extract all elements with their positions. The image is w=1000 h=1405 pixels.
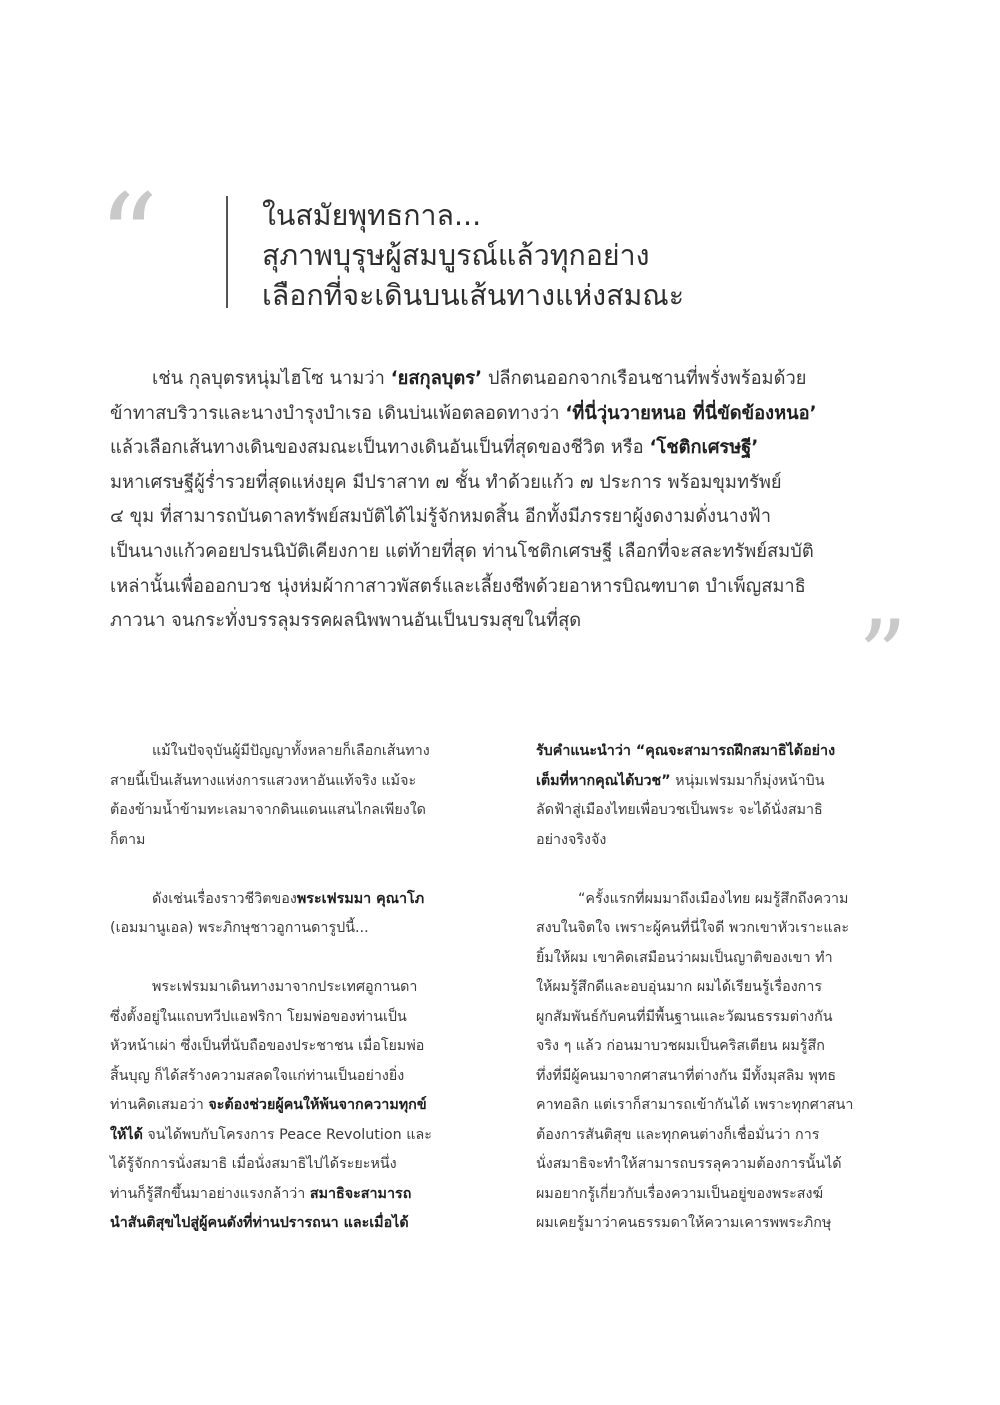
body-text: จนได้พบกับโครงการ Peace Revolution และ xyxy=(142,1126,432,1143)
intro-line: ภาวนา จนกระทั่งบรรลุมรรคผลนิพพานอันเป็นบรมสุขในที่สุด xyxy=(110,610,582,632)
body-line xyxy=(536,737,920,767)
quote-divider xyxy=(226,196,228,308)
bold-quote: เต็มที่หากคุณได้บวช” xyxy=(536,772,671,789)
body-line: “ครั้งแรกที่ผมมาถึงเมืองไทย ผมรู้สึกถึงความ xyxy=(578,890,849,907)
body-line xyxy=(110,1180,498,1210)
bold-phrase: สมาธิจะสามารถ xyxy=(309,1185,412,1202)
body-line: ก็ตาม xyxy=(110,831,146,848)
body-line: พระเฟรมมาเดินทางมาจากประเทศอูกานดา xyxy=(152,979,418,995)
body-line: ผมเคยรู้มาว่าคนธรรมดาให้ความเคารพพระภิกษุ xyxy=(536,1215,832,1231)
headline-line: ในสมัยพุทธกาล... xyxy=(262,199,482,232)
body-text: ดังเช่นเรื่องราวชีวิตของ xyxy=(152,890,297,907)
body-line: แม้ในปัจจุบันผู้มีปัญญาทั้งหลายก็เลือกเส้นทาง xyxy=(152,743,430,759)
body-line xyxy=(110,885,498,915)
body-line-bold: นำสันติสุขไปสู่ผู้คนดังที่ท่านปรารถนา และเมื่อได้ xyxy=(110,1215,409,1231)
intro-paragraph xyxy=(110,362,918,639)
body-text: ท่านคิดเสมอว่า xyxy=(110,1097,209,1113)
body-text: ท่านก็รู้สึกขึ้นมาอย่างแรงกล้าว่า xyxy=(110,1185,310,1202)
body-text: หนุ่มเฟรมมาก็มุ่งหน้าบิน xyxy=(670,772,825,789)
body-line xyxy=(110,1091,498,1121)
open-quote-mark: “ xyxy=(98,168,155,306)
body-line xyxy=(110,1121,498,1151)
body-line: ผูกสัมพันธ์กับคนที่มีพื้นฐานและวัฒนธรรมต่างกัน xyxy=(536,1008,833,1025)
bold-phrase: ให้ได้ xyxy=(110,1126,143,1143)
intro-line: มหาเศรษฐีผู้ร่ำรวยที่สุดแห่งยุค มีปราสาท ๗ ชั้น ทำด้วยแก้ว ๗ ประการ พร้อมขุมทรัพย์ xyxy=(110,471,782,493)
body-line: สิ้นบุญ ก็ได้สร้างความสลดใจแก่ท่านเป็นอย่างยิ่ง xyxy=(110,1067,405,1084)
intro-bold-name: ‘โชติกเศรษฐี’ xyxy=(649,437,759,459)
bold-quote: “คุณจะสามารถฝึกสมาธิได้อย่าง xyxy=(635,743,836,759)
body-line: นั่งสมาธิจะทำให้สามารถบรรลุความต้องการนั้นได้ xyxy=(536,1156,842,1172)
body-line: ลัดฟ้าสู่เมืองไทยเพื่อบวชเป็นพระ จะได้นั่งสมาธิ xyxy=(536,802,823,818)
body-line: อย่างจริงจัง xyxy=(536,831,607,848)
body-line: ยิ้มให้ผม เขาคิดเสมือนว่าผมเป็นญาติของเขา ทำ xyxy=(536,949,833,966)
intro-bold-name: ‘ยสกุลบุตร’ xyxy=(390,368,483,389)
body-line: ต้องข้ามน้ำข้ามทะเลมาจากดินแดนแสนไกลเพียงใด xyxy=(110,802,426,818)
intro-line xyxy=(110,397,918,432)
close-quote-mark: ” xyxy=(858,600,905,712)
body-line: สายนี้เป็นเส้นทางแห่งการแสวงหาอันแท้จริง แม้จะ xyxy=(110,772,417,789)
body-line: หัวหน้าเผ่า ซึ่งเป็นที่นับถือของประชาชน เมื่อโยมพ่อ xyxy=(110,1038,425,1054)
paragraph-gap xyxy=(110,855,498,885)
intro-line xyxy=(110,362,918,397)
body-line: จริง ๆ แล้ว ก่อนมาบวชผมเป็นคริสเตียน ผมรู้สึก xyxy=(536,1038,825,1054)
intro-line: เป็นนางแก้วคอยปรนนิบัติเคียงกาย แต่ท้ายที่สุด ท่านโชติกเศรษฐี เลือกที่จะสละทรัพย์สมบัติ xyxy=(110,540,814,562)
body-line: ต้องการสันติสุข และทุกคนต่างก็เชื่อมั่นว่า การ xyxy=(536,1126,820,1143)
body-line: (เอมมานูเอล) พระภิกษุชาวอูกานดารูปนี้... xyxy=(110,920,369,936)
bold-phrase: รับคำแนะนำว่า xyxy=(536,743,636,759)
intro-text: ปลีกตนออกจากเรือนชานที่พรั่งพร้อมด้วย xyxy=(482,368,807,389)
intro-text: ข้าทาสบริวารและนางบำรุงบำเรอ เดินบ่นเพ้อตลอดทางว่า xyxy=(110,402,566,424)
intro-text: แล้วเลือกเส้นทางเดินของสมณะเป็นทางเดินอันเป็นที่สุดของชีวิต หรือ xyxy=(110,437,650,459)
intro-line: ๔ ขุม ที่สามารถบันดาลทรัพย์สมบัติได้ไม่รู้จักหมดสิ้น อีกทั้งมีภรรยาผู้งดงามดั่งนางฟ้า xyxy=(110,506,771,528)
monk-name: พระเฟรมมา คุณาโภ xyxy=(296,890,425,907)
body-line: ให้ผมรู้สึกดีและอบอุ่นมาก ผมได้เรียนรู้เรื่องการ xyxy=(536,979,823,995)
body-line: คาทอลิก แต่เราก็สามารถเข้ากันได้ เพราะทุกศาสนา xyxy=(536,1097,854,1113)
body-line: ผมอยากรู้เกี่ยวกับเรื่องความเป็นอยู่ของพระสงฆ์ xyxy=(536,1185,824,1202)
intro-line: เหล่านั้นเพื่อออกบวช นุ่งห่มผ้ากาสาวพัสตร์และเลี้ยงชีพด้วยอาหารบิณฑบาต บำเพ็ญสมาธิ xyxy=(110,575,806,597)
body-line: สงบในจิตใจ เพราะผู้คนที่นี่ใจดี พวกเขาหัวเราะและ xyxy=(536,920,850,936)
intro-text: เช่น กุลบุตรหนุ่มไฮโซ นามว่า xyxy=(152,368,391,389)
intro-bold-quote: ‘ที่นี่วุ่นวายหนอ ที่นี่ขัดข้องหนอ’ xyxy=(565,402,817,424)
intro-line xyxy=(110,431,918,466)
pull-quote-headline xyxy=(262,196,962,316)
bold-phrase: จะต้องช่วยผู้คนให้พ้นจากความทุกข์ xyxy=(208,1097,427,1113)
headline-line: เลือกที่จะเดินบนเส้นทางแห่งสมณะ xyxy=(262,279,685,312)
right-column xyxy=(536,737,920,1239)
body-line: ซึ่งตั้งอยู่ในแถบทวีปแอฟริกา โยมพ่อของท่านเป็น xyxy=(110,1008,407,1025)
headline-line: สุภาพบุรุษผู้สมบูรณ์แล้วทุกอย่าง xyxy=(262,239,650,272)
body-line: ได้รู้จักการนั่งสมาธิ เมื่อนั่งสมาธิไปได้ระยะหนึ่ง xyxy=(110,1156,397,1172)
paragraph-gap xyxy=(536,855,920,885)
paragraph-gap xyxy=(110,944,498,974)
body-line: ทึ่งที่มีผู้คนมาจากศาสนาที่ต่างกัน มีทั้งมุสลิม พุทธ xyxy=(536,1067,837,1084)
left-column xyxy=(110,737,498,1239)
body-line xyxy=(536,767,920,797)
